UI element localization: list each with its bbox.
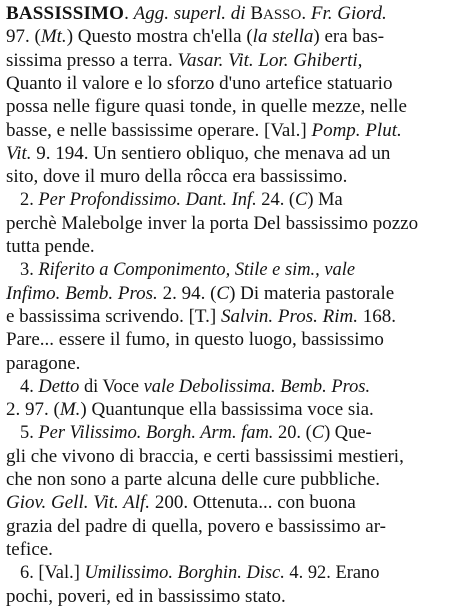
- entry-line: [6, 165, 462, 188]
- entry-line: [6, 538, 462, 561]
- entry-text: Pare... essere il fumo, in questo luogo, bassissimo: [6, 329, 384, 351]
- entry-text: ASSO: [263, 7, 302, 23]
- entry-text: ) Ma: [307, 189, 343, 211]
- entry-text: 3.: [20, 259, 39, 281]
- entry-text: 20. (: [273, 422, 312, 444]
- entry-text: ) Questo mostra ch'ella (: [66, 26, 253, 48]
- entry-line: [6, 468, 462, 491]
- entry-text: .: [301, 3, 311, 24]
- entry-line: [6, 212, 462, 235]
- entry-text: Quanto il valore e lo sforzo d'uno artefice statuario: [6, 72, 393, 94]
- headword: BASSISSIMO: [6, 3, 125, 24]
- italic-text: M.: [59, 399, 81, 421]
- italic-text: Mt.: [40, 26, 67, 48]
- entry-line: [6, 585, 462, 608]
- entry-line: [6, 119, 462, 142]
- entry-text: gli che vivono di braccia, e certi bassissimi mestieri,: [6, 445, 404, 467]
- entry-text: 97. (: [6, 26, 41, 48]
- entry-line: [6, 72, 462, 95]
- entry-line: [20, 188, 462, 211]
- entry-text: 6. [Val.]: [20, 562, 85, 584]
- entry-text: possa nelle figure quasi tonde, in quelle mezze, nelle: [6, 96, 407, 118]
- italic-text: Per Profondissimo. Dant. Inf.: [38, 189, 257, 211]
- entry-text: sissima presso a terra.: [6, 49, 178, 71]
- entry-text: ) Di materia pastorale: [229, 282, 395, 304]
- entry-text: perchè Malebolge inver la porta Del bassissimo pozzo: [6, 212, 419, 234]
- entry-line: [6, 25, 462, 48]
- entry-text: 5.: [20, 422, 39, 444]
- entry-line: [6, 305, 462, 328]
- entry-text: che non sono a parte alcuna delle cure pubbliche.: [6, 469, 381, 490]
- italic-text: la stella: [252, 26, 314, 48]
- entry-line: [6, 95, 462, 118]
- italic-text: Detto: [38, 375, 80, 397]
- italic-text: vale Debolissima. Bemb. Pros.: [143, 375, 371, 397]
- entry-text: 2.: [20, 189, 39, 211]
- entry-text: tutta pende.: [6, 236, 95, 257]
- entry-line: [6, 142, 462, 165]
- entry-line: [6, 49, 462, 72]
- entry-text: ) Que-: [324, 422, 372, 444]
- entry-line: [6, 328, 462, 351]
- italic-text: Infimo. Bemb. Pros.: [6, 282, 158, 304]
- italic-text: Giov. Gell. Vit. Alf.: [6, 492, 151, 514]
- entry-text: 2. 97. (: [6, 399, 60, 421]
- italic-text: C: [295, 189, 308, 211]
- entry-text: 9. 194. Un sentiero obliquo, che menava ad un: [31, 142, 391, 164]
- entry-text: paragone.: [6, 352, 81, 374]
- entry-text: 4. 92. Erano: [284, 562, 380, 584]
- entry-line: [6, 515, 462, 538]
- entry-text: ) era bas-: [313, 26, 385, 48]
- entry-text: ) Quantunque ella bassissima voce sia.: [80, 399, 374, 421]
- entry-line: [20, 375, 462, 398]
- entry-text: tefice.: [6, 538, 53, 560]
- entry-line: [20, 561, 462, 584]
- entry-line: [6, 398, 462, 421]
- italic-text: Per Vilissimo. Borgh. Arm. fam.: [38, 422, 274, 444]
- entry-text: 200. Ottenuta... con buona: [150, 492, 356, 514]
- italic-text: Vit.: [6, 142, 32, 164]
- italic-text: Fr. Giord.: [310, 3, 387, 24]
- italic-text: C: [216, 282, 230, 304]
- entry-text: e bassissima scrivendo. [T.]: [6, 305, 221, 327]
- entry-text: pochi, poveri, ed in bassissimo stato.: [6, 585, 286, 607]
- entry-line: [6, 2, 462, 25]
- entry-text: 168.: [357, 305, 396, 327]
- entry-line: [20, 258, 462, 281]
- italic-text: C: [311, 422, 325, 444]
- entry-text: grazia del padre di quella, povero e bassissimo ar-: [6, 515, 387, 537]
- entry-text: 4.: [20, 375, 39, 397]
- italic-text: Agg. superl. di: [133, 3, 246, 24]
- italic-text: Vasar. Vit. Lor. Ghiberti,: [177, 49, 363, 71]
- entry-line: [6, 282, 462, 305]
- italic-text: Pomp. Plut.: [311, 119, 402, 141]
- entry-line: [6, 491, 462, 514]
- entry-text: 24. (: [256, 189, 296, 211]
- italic-text: Salvin. Pros. Rim.: [220, 305, 358, 327]
- entry-text: B: [245, 3, 263, 24]
- entry-line: [20, 421, 462, 444]
- entry-text: .: [124, 3, 134, 24]
- italic-text: Riferito a Componimento, Stile e sim., vale: [38, 259, 356, 281]
- entry-line: [6, 445, 462, 468]
- entry-text: 2. 94. (: [157, 282, 217, 304]
- entry-line: [6, 235, 462, 258]
- entry-text: di Voce: [79, 375, 144, 397]
- entry-text: sito, dove il muro della rôcca era bassissimo.: [6, 166, 348, 188]
- entry-text: basse, e nelle bassissime operare. [Val.]: [6, 119, 312, 141]
- italic-text: Umilissimo. Borghin. Disc.: [84, 562, 285, 584]
- entry-line: [6, 352, 462, 375]
